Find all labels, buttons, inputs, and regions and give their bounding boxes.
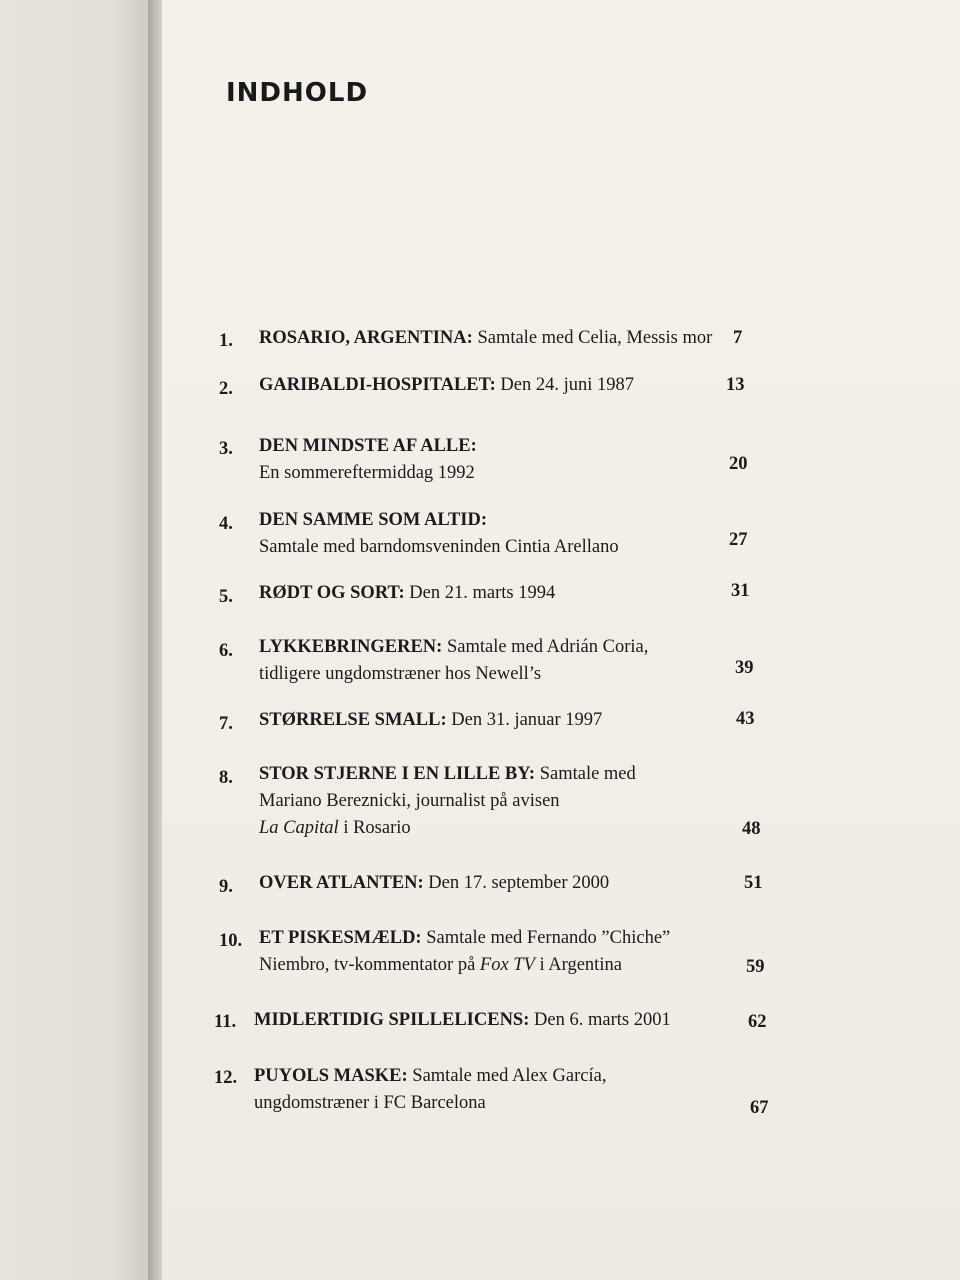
toc-entry-heading: MIDLERTIDIG SPILLELICENS: bbox=[254, 1010, 530, 1030]
toc-entry-number: 11. bbox=[214, 1012, 237, 1032]
toc-entry-number: 3. bbox=[219, 439, 233, 459]
toc-entry-subtitle-part: Niembro, tv-kommentator på bbox=[259, 955, 480, 975]
toc-entry-page: 13 bbox=[726, 375, 745, 395]
toc-entry-subtitle bbox=[259, 815, 636, 842]
toc-entry-number: 9. bbox=[219, 877, 233, 897]
toc-entry-text bbox=[259, 761, 636, 842]
toc-entry-heading: ROSARIO, ARGENTINA: bbox=[259, 328, 473, 348]
toc-entry-subtitle: En sommereftermiddag 1992 bbox=[259, 463, 475, 483]
toc-entry-number: 10. bbox=[219, 931, 243, 951]
toc-entry-number: 12. bbox=[214, 1068, 238, 1088]
toc-entry-subtitle: ungdomstræner i FC Barcelona bbox=[254, 1093, 486, 1113]
toc-entry-heading: GARIBALDI-HOSPITALET: bbox=[259, 375, 496, 395]
toc-entry-heading: DEN SAMME SOM ALTID: bbox=[259, 510, 488, 530]
toc-entry-page: 67 bbox=[750, 1098, 769, 1118]
toc-entry-page: 39 bbox=[735, 658, 754, 678]
toc-entry-subtitle: Mariano Bereznicki, journalist på avisen bbox=[259, 791, 560, 811]
toc-entry-page: 20 bbox=[729, 454, 748, 474]
toc-entry-number: 1. bbox=[219, 331, 233, 351]
toc-entry-heading: OVER ATLANTEN: bbox=[259, 873, 424, 893]
toc-entry-page: 48 bbox=[742, 819, 761, 839]
toc-entry-text bbox=[259, 707, 602, 734]
toc-entry-number: 4. bbox=[219, 514, 233, 534]
toc-entry-subtitle: Samtale med bbox=[535, 764, 636, 784]
toc-entry-text bbox=[259, 580, 555, 607]
toc-entry-subtitle bbox=[259, 952, 670, 979]
left-page-bleed bbox=[10, 0, 150, 1280]
toc-entry-number: 8. bbox=[219, 768, 233, 788]
toc-entry-page: 43 bbox=[736, 709, 755, 729]
toc-entry-heading: STØRRELSE SMALL: bbox=[259, 710, 447, 730]
table-of-contents bbox=[162, 0, 960, 1280]
toc-entry-subtitle-rest: i Rosario bbox=[338, 818, 411, 838]
toc-entry-subtitle: Samtale med Celia, Messis mor bbox=[472, 328, 713, 348]
toc-entry-subtitle: Den 6. marts 2001 bbox=[529, 1010, 671, 1030]
toc-entry-subtitle: Den 17. september 2000 bbox=[423, 873, 610, 893]
page-title: INDHOLD bbox=[226, 78, 369, 108]
toc-entry-subtitle: Den 24. juni 1987 bbox=[495, 375, 635, 395]
toc-entry-page: 51 bbox=[744, 873, 763, 893]
toc-entry-subtitle-part: i Argentina bbox=[534, 955, 622, 975]
toc-entry-heading: STOR STJERNE I EN LILLE BY: bbox=[259, 764, 536, 784]
toc-entry-number: 5. bbox=[219, 587, 233, 607]
toc-entry-text bbox=[254, 1063, 606, 1117]
toc-entry-page: 59 bbox=[746, 957, 765, 977]
toc-entry-text bbox=[259, 925, 670, 979]
book-page bbox=[162, 0, 960, 1280]
toc-entry-text bbox=[259, 372, 634, 399]
toc-entry-subtitle: Samtale med Alex García, bbox=[407, 1066, 607, 1086]
toc-entry-subtitle: Samtale med Fernando ”Chiche” bbox=[421, 928, 671, 948]
toc-entry-text bbox=[259, 634, 648, 688]
toc-entry-text bbox=[259, 433, 477, 487]
toc-entry-subtitle: Den 31. januar 1997 bbox=[446, 710, 603, 730]
toc-entry-page: 27 bbox=[729, 530, 748, 550]
toc-entry-text bbox=[254, 1007, 671, 1034]
toc-entry-text bbox=[259, 870, 609, 897]
toc-entry-subtitle: Samtale med barndomsveninden Cintia Arellano bbox=[259, 537, 619, 557]
toc-entry-subtitle: Samtale med Adrián Coria, bbox=[442, 637, 649, 657]
toc-entry-heading: RØDT OG SORT: bbox=[259, 583, 405, 603]
toc-entry-subtitle: Den 21. marts 1994 bbox=[404, 583, 556, 603]
toc-entry-heading: DEN MINDSTE AF ALLE: bbox=[259, 436, 477, 456]
toc-entry-heading: ET PISKESMÆLD: bbox=[259, 928, 422, 948]
toc-entry-page: 7 bbox=[733, 328, 743, 348]
toc-entry-subtitle: tidligere ungdomstræner hos Newell’s bbox=[259, 664, 542, 684]
toc-entry-text bbox=[259, 507, 619, 561]
toc-entry-heading: LYKKEBRINGEREN: bbox=[259, 637, 443, 657]
toc-entry-text bbox=[259, 325, 712, 352]
toc-entry-page: 31 bbox=[731, 581, 750, 601]
channel-name: Fox TV bbox=[479, 955, 535, 975]
toc-entry-number: 7. bbox=[219, 714, 233, 734]
toc-entry-page: 62 bbox=[748, 1012, 767, 1032]
toc-entry-number: 6. bbox=[219, 641, 233, 661]
toc-entry-number: 2. bbox=[219, 379, 233, 399]
toc-entry-heading: PUYOLS MASKE: bbox=[254, 1066, 408, 1086]
left-page bbox=[0, 0, 160, 1280]
publication-name: La Capital bbox=[259, 818, 339, 838]
